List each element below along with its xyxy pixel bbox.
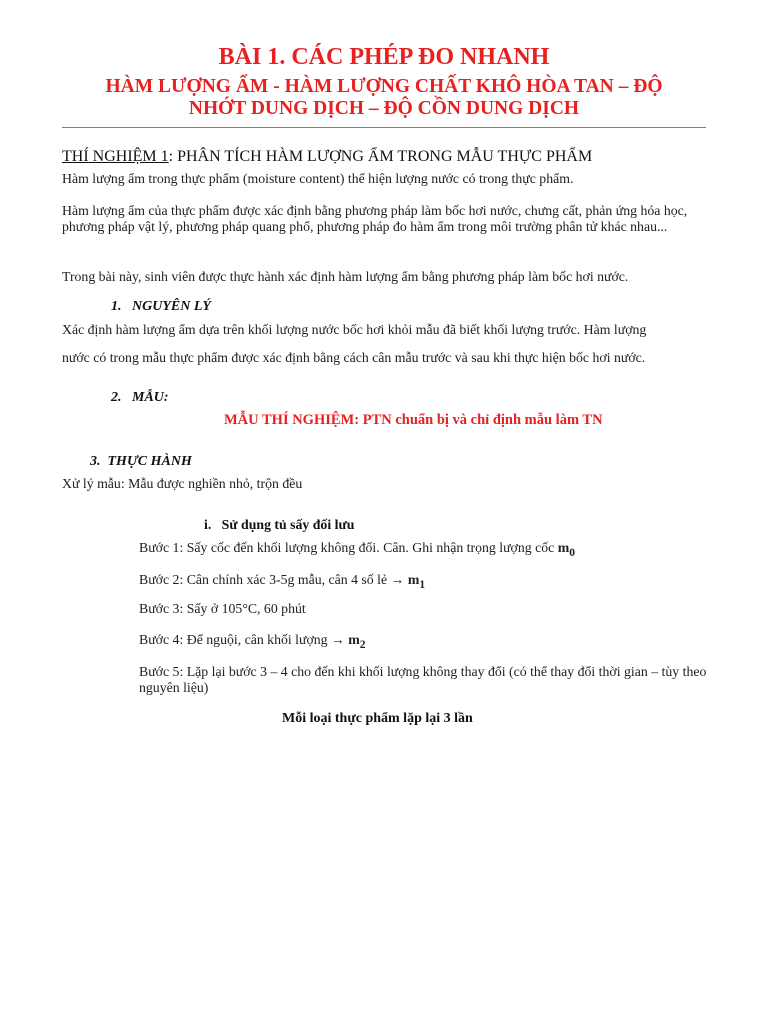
section-3-title: THỰC HÀNH [107, 454, 192, 469]
step-1-var: m [557, 540, 570, 555]
lesson-subtitle-line-2: NHỚT DUNG DỊCH – ĐỘ CỒN DUNG DỊCH [188, 98, 580, 119]
step-1 [139, 540, 575, 559]
step-4-var: m [348, 632, 360, 647]
section-2-title: MẪU: [132, 390, 169, 405]
intro-paragraph-2: Hàm lượng ẩm của thực phẩm được xác định bằng phương pháp làm bốc hơi nước, chưng cất, phản ứng hóa học, phương pháp vật lý, phương pháp quang phổ, phương pháp đo hàm ẩm trong môi trường phân tử khác nhau... [62, 203, 688, 234]
subsection-i-title: Sử dụng tủ sấy đối lưu [221, 517, 355, 532]
step-3-text: Bước 3: Sấy ở 105°C, 60 phút [139, 601, 306, 616]
experiment-title: : PHÂN TÍCH HÀM LƯỢNG ẨM TRONG MẪU THỰC PHẨM [168, 148, 593, 165]
step-2-var: m [407, 572, 420, 587]
lesson-title: BÀI 1. CÁC PHÉP ĐO NHANH [218, 44, 550, 70]
section-3-heading [90, 454, 192, 470]
section-1-title: NGUYÊN LÝ [132, 299, 211, 314]
step-3 [139, 601, 306, 617]
section-3-number: 3. [90, 454, 101, 469]
step-4 [139, 632, 366, 651]
step-2-sub: 1 [419, 578, 426, 591]
section-1-heading [111, 299, 211, 315]
header-divider [62, 127, 706, 128]
step-1-text: Bước 1: Sấy cốc đến khối lượng không đổi. Cân. Ghi nhận trọng lượng cốc [139, 540, 558, 555]
principle-line-1: Xác định hàm lượng ẩm dựa trên khối lượng nước bốc hơi khỏi mẫu đã biết khối lượng trước. Hàm lượng [62, 322, 647, 337]
step-2 [139, 572, 425, 591]
step-4-text: Bước 4: Để nguội, cân khối lượng → [139, 632, 349, 647]
principle-line-2: nước có trong mẫu thực phẩm được xác định bằng cách cân mẫu trước và sau khi thực hiện bốc hơi nước. [62, 350, 646, 365]
step-1-sub: 0 [569, 546, 575, 559]
step-2-text: Bước 2: Cân chính xác 3-5g mẫu, cân 4 số lẻ → [139, 572, 408, 587]
section-1-number: 1. [111, 299, 122, 314]
section-2-number: 2. [111, 390, 122, 405]
intro-paragraph-3: Trong bài này, sinh viên được thực hành xác định hàm lượng ẩm bằng phương pháp làm bốc hơi nước. [62, 269, 629, 284]
repeat-note: Mỗi loại thực phẩm lặp lại 3 lần [282, 711, 473, 726]
step-4-sub: 2 [359, 638, 366, 651]
section-2-heading [111, 390, 169, 406]
experiment-number: THÍ NGHIỆM 1 [62, 148, 169, 165]
lesson-subtitle-line-1: HÀM LƯỢNG ẨM - HÀM LƯỢNG CHẤT KHÔ HÒA TAN – ĐỘ [105, 76, 663, 97]
sample-note: MẪU THÍ NGHIỆM: PTN chuẩn bị và chỉ định mẫu làm TN [224, 412, 603, 428]
sample-prep: Xử lý mẫu: Mẫu được nghiền nhỏ, trộn đều [62, 476, 303, 491]
subsection-i-number: i. [204, 517, 212, 532]
step-5 [139, 664, 711, 696]
experiment-heading [62, 148, 592, 166]
intro-paragraph-1: Hàm lượng ẩm trong thực phẩm (moisture content) thể hiện lượng nước có trong thực phẩm. [62, 171, 574, 186]
subsection-i-heading [204, 517, 354, 533]
step-5-text: Bước 5: Lặp lại bước 3 – 4 cho đến khi khối lượng không thay đổi (có thể thay đổi thời gian – tùy theo nguyên liệu) [139, 664, 707, 695]
